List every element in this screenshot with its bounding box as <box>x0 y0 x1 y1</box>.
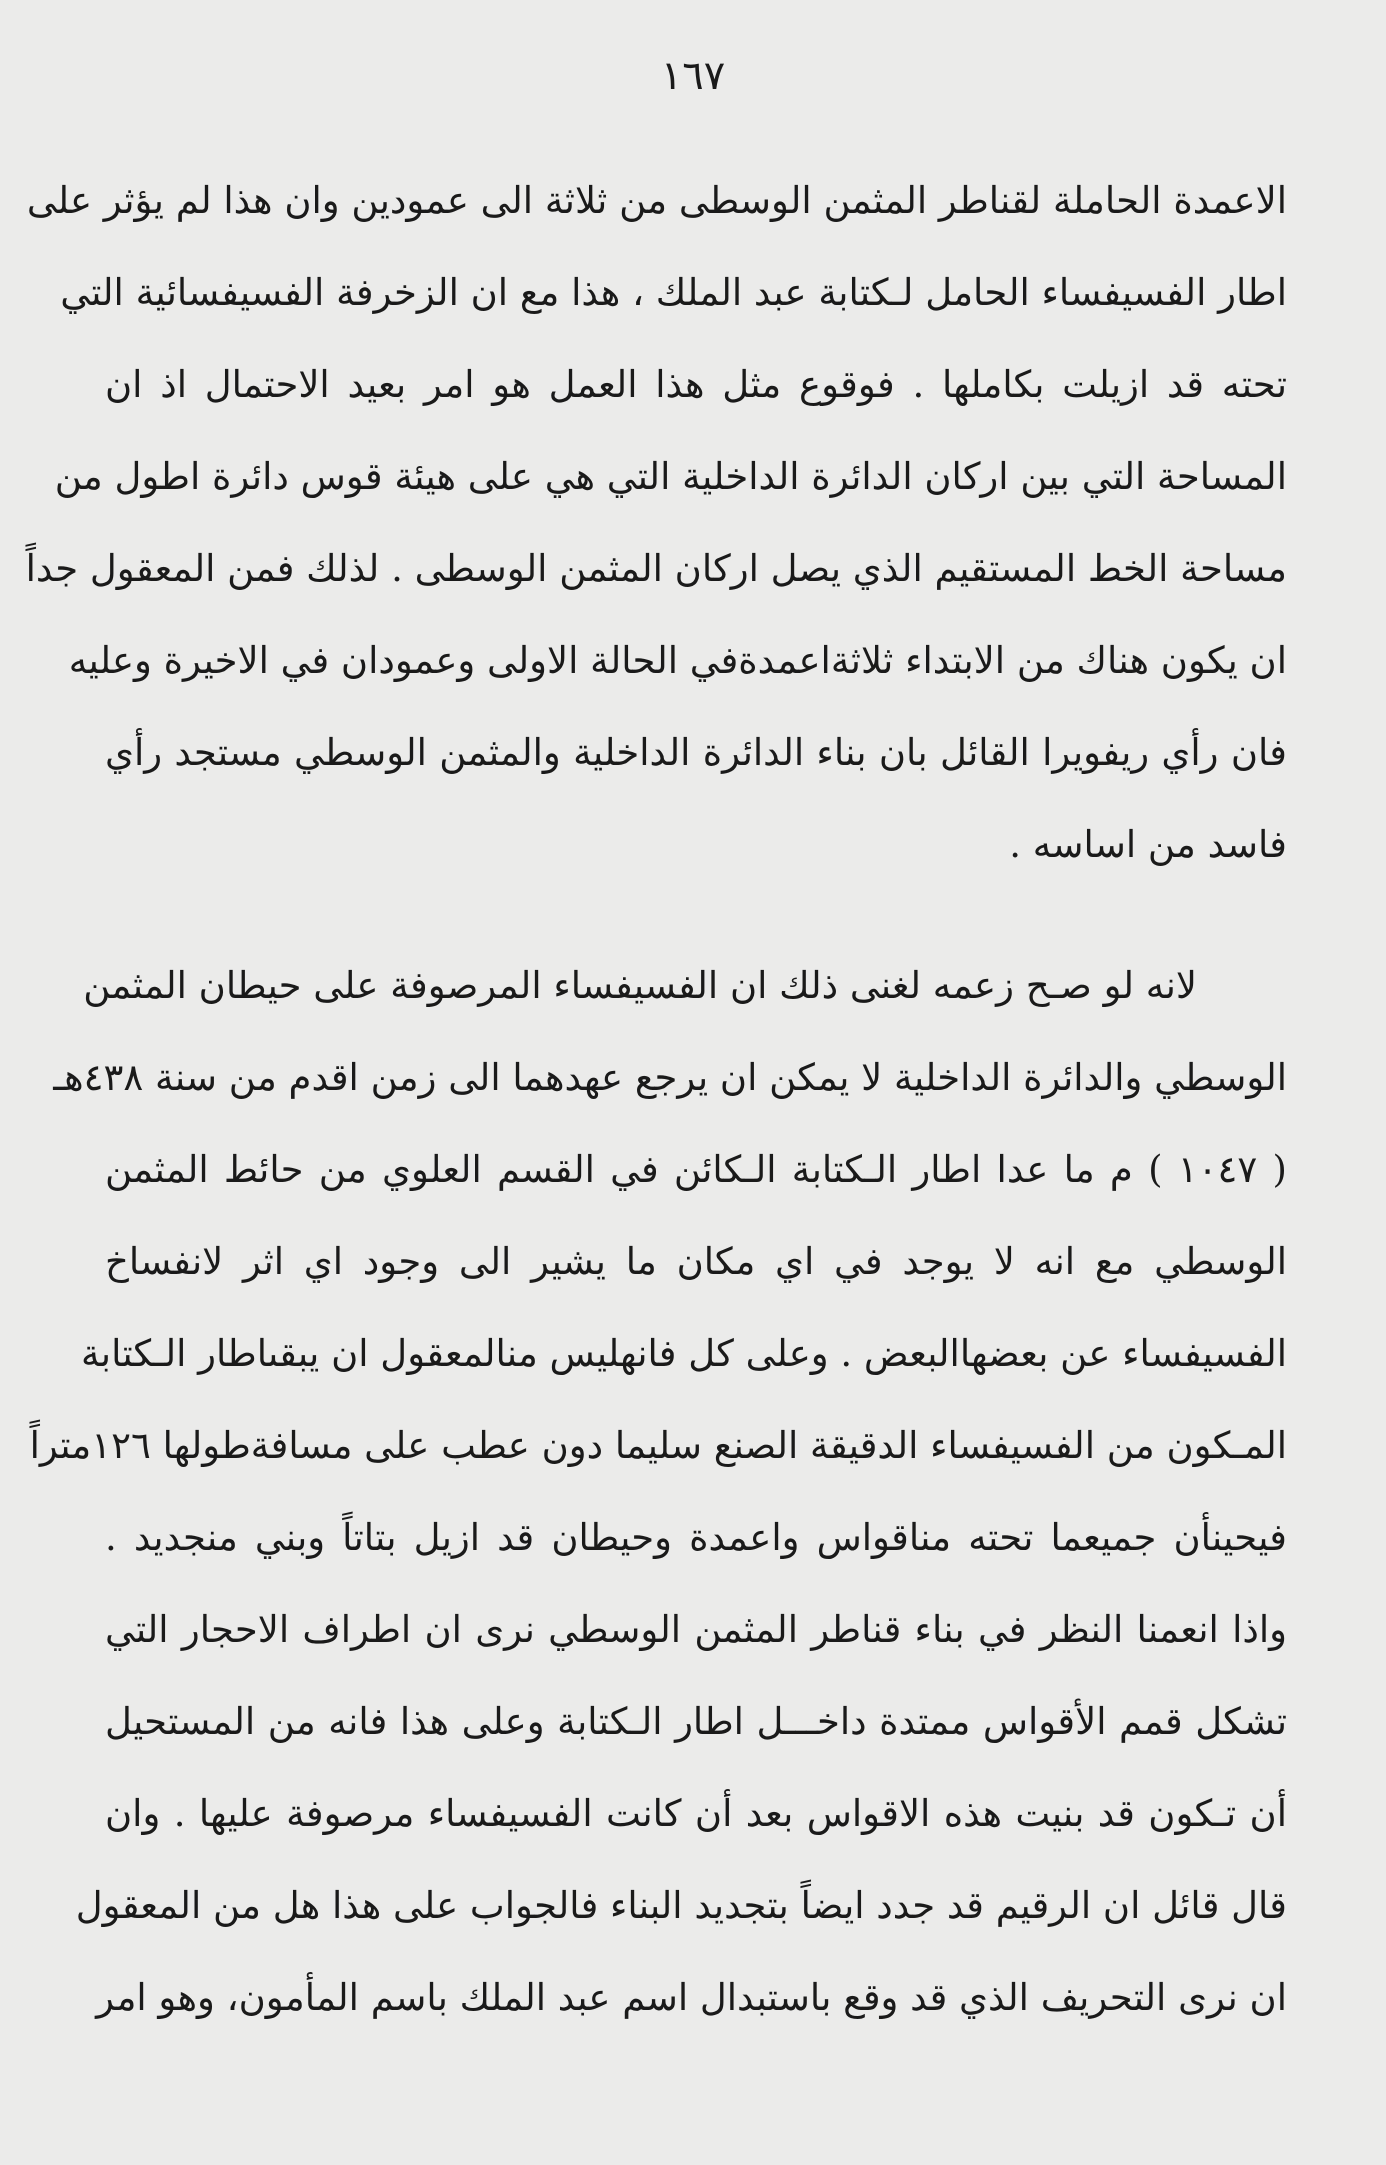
text-line: الوسطي والدائرة الداخلية لا يمكن ان يرجع عهدهما الى زمن اقدم من سنة ٤٣٨هـ <box>53 1056 1287 1099</box>
text-line: فاسد من اساسه . <box>1009 823 1287 866</box>
text-line: الوسطي مع انه لا يوجد في اي مكان ما يشير الى وجود اي اثر لانفساخ <box>105 1240 1287 1283</box>
text-line: الاعمدة الحاملة لقناطر المثمن الوسطى من ثلاثة الى عمودين وان هذا لم يؤثر على <box>26 179 1287 222</box>
text-line: قال قائل ان الرقيم قد جدد ايضاً بتجديد البناء فالجواب على هذا هل من المعقول <box>75 1884 1287 1927</box>
paragraph-2 <box>29 940 1287 2044</box>
page-number: ١٦٧ <box>660 53 726 99</box>
text-line: أن تـكون قد بنيت هذه الاقواس بعد أن كانت الفسيفساء مرصوفة عليها . وان <box>105 1792 1287 1835</box>
text-line: اطار الفسيفساء الحامل لـكتابة عبد الملك ، هذا مع ان الزخرفة الفسيفسائية التي <box>60 271 1287 314</box>
text-line: ان يكون هناك من الابتداء ثلاثةاعمدةفي الحالة الاولى وعمودان في الاخيرة وعليه <box>68 639 1287 682</box>
text-line: المـكون من الفسيفساء الدقيقة الصنع سليما دون عطب على مسافةطولها ١٢٦متراً <box>29 1424 1287 1467</box>
text-line: ان نرى التحريف الذي قد وقع باستبدال اسم عبد الملك باسم المأمون، وهو امر <box>96 1976 1287 2019</box>
text-line: تحته قد ازيلت بكاملها . فوقوع مثل هذا العمل هو امر بعيد الاحتمال اذ ان <box>105 363 1287 406</box>
text-line: فان رأي ريفويرا القائل بان بناء الدائرة الداخلية والمثمن الوسطي مستجد رأي <box>105 731 1287 774</box>
text-line: تشكل قمم الأقواس ممتدة داخـــل اطار الـكتابة وعلى هذا فانه من المستحيل <box>105 1700 1287 1743</box>
text-line: الفسيفساء عن بعضهاالبعض . وعلى كل فانهليس منالمعقول ان يبقىاطار الـكتابة <box>80 1332 1287 1375</box>
text-line: المساحة التي بين اركان الدائرة الداخلية التي هي على هيئة قوس دائرة اطول من <box>54 455 1287 498</box>
text-line: مساحة الخط المستقيم الذي يصل اركان المثمن الوسطى . لذلك فمن المعقول جداً <box>25 547 1287 590</box>
paragraph-1 <box>25 155 1287 891</box>
text-line: ( ١٠٤٧ ) م ما عدا اطار الـكتابة الـكائن في القسم العلوي من حائط المثمن <box>105 1148 1287 1191</box>
text-line: فيحينأن جميعما تحته مناقواس واعمدة وحيطان قد ازيل بتاتاً وبني منجديد . <box>105 1516 1287 1559</box>
text-line: لانه لو صـح زعمه لغنى ذلك ان الفسيفساء المرصوفة على حيطان المثمن <box>83 964 1197 1007</box>
text-line: واذا انعمنا النظر في بناء قناطر المثمن الوسطي نرى ان اطراف الاحجار التي <box>105 1608 1287 1651</box>
